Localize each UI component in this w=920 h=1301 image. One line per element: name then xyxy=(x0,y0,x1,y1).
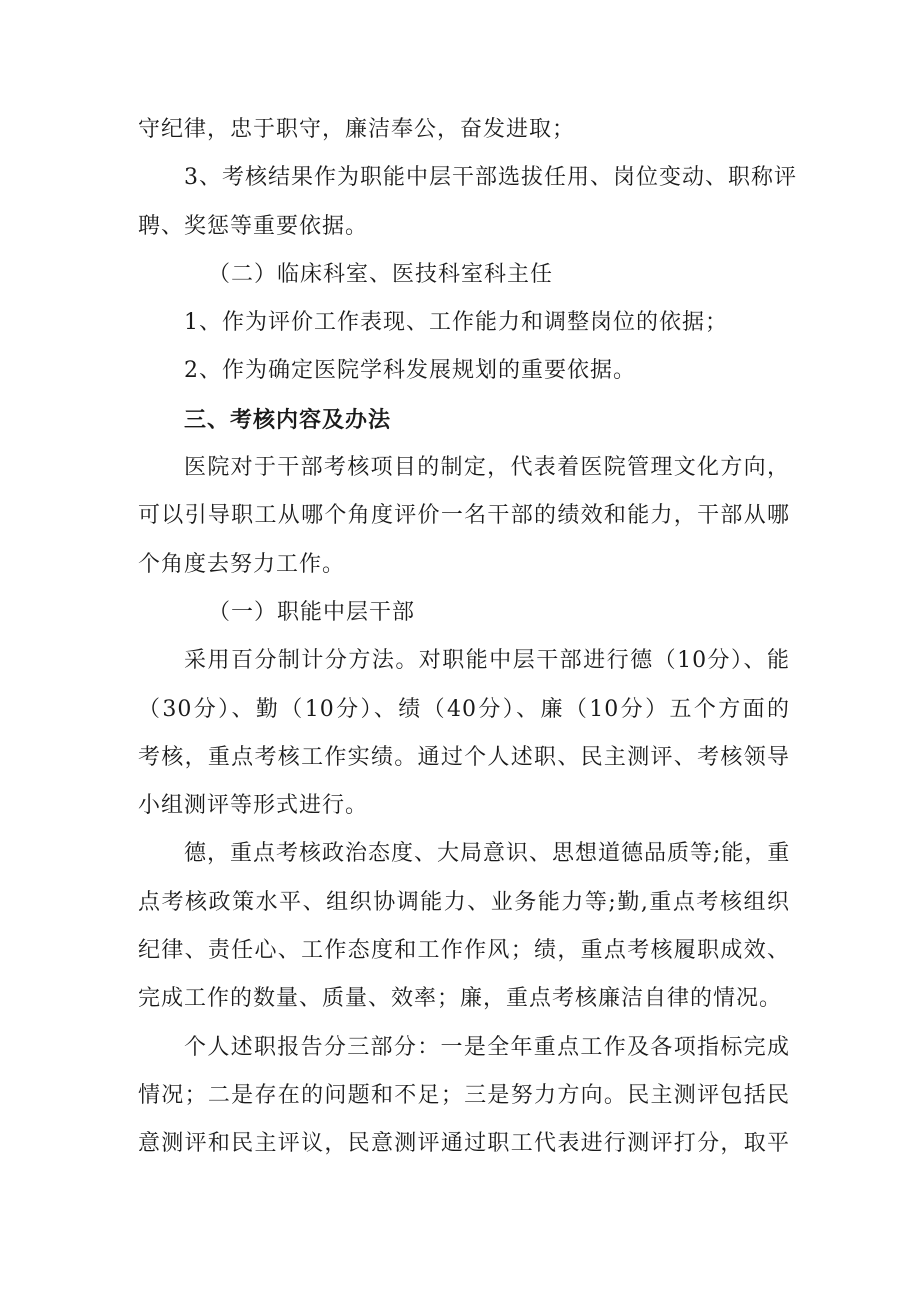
paragraph-line: 纪律、责任心、工作态度和工作作风；绩，重点考核履职成效、 xyxy=(138,938,790,964)
subsection-heading: （一）职能中层干部 xyxy=(208,599,416,625)
list-item-line: 2、作为确定医院学科发展规划的重要依据。 xyxy=(184,358,636,384)
document-body xyxy=(138,106,797,1169)
paragraph-line: 点考核政策水平、组织协调能力、业务能力等;勤,重点考核组织 xyxy=(138,889,790,915)
paragraph-line: 完成工作的数量、质量、效率；廉，重点考核廉洁自律的情况。 xyxy=(138,986,783,1012)
list-item-line: 聘、奖惩等重要依据。 xyxy=(138,213,369,239)
paragraph-line: 小组测评等形式进行。 xyxy=(138,793,369,819)
section-heading: 三、考核内容及办法 xyxy=(184,406,392,433)
list-item-line: 3、考核结果作为职能中层干部选拔任用、岗位变动、职称评 xyxy=(184,165,797,191)
paragraph-line: 采用百分制计分方法。对职能中层干部进行德（10分）、能 xyxy=(184,648,790,674)
paragraph-line: 意测评和民主评议，民意测评通过职工代表进行测评打分，取平 xyxy=(138,1131,790,1157)
paragraph-line: 个角度去努力工作。 xyxy=(138,551,346,577)
paragraph-line: 医院对于干部考核项目的制定，代表着医院管理文化方向， xyxy=(184,455,790,481)
paragraph-line: 德，重点考核政治态度、大局意识、思想道德品质等;能，重 xyxy=(184,841,791,867)
paragraph-line: （30分）、勤（10分）、绩（40分）、廉（10分）五个方面的 xyxy=(138,696,790,722)
paragraph-line: 情况；二是存在的问题和不足；三是努力方向。民主测评包括民 xyxy=(138,1082,790,1108)
paragraph-line: 可以引导职工从哪个角度评价一名干部的绩效和能力，干部从哪 xyxy=(138,503,790,529)
list-item-line: 1、作为评价工作表现、工作能力和调整岗位的依据； xyxy=(184,310,728,336)
paragraph-line: 考核，重点考核工作实绩。通过个人述职、民主测评、考核领导 xyxy=(138,744,790,770)
paragraph-line: 个人述职报告分三部分：一是全年重点工作及各项指标完成 xyxy=(184,1034,790,1060)
paragraph-line: 守纪律，忠于职守，廉洁奉公，奋发进取； xyxy=(138,117,576,142)
subsection-heading: （二）临床科室、医技科室科主任 xyxy=(208,261,554,287)
